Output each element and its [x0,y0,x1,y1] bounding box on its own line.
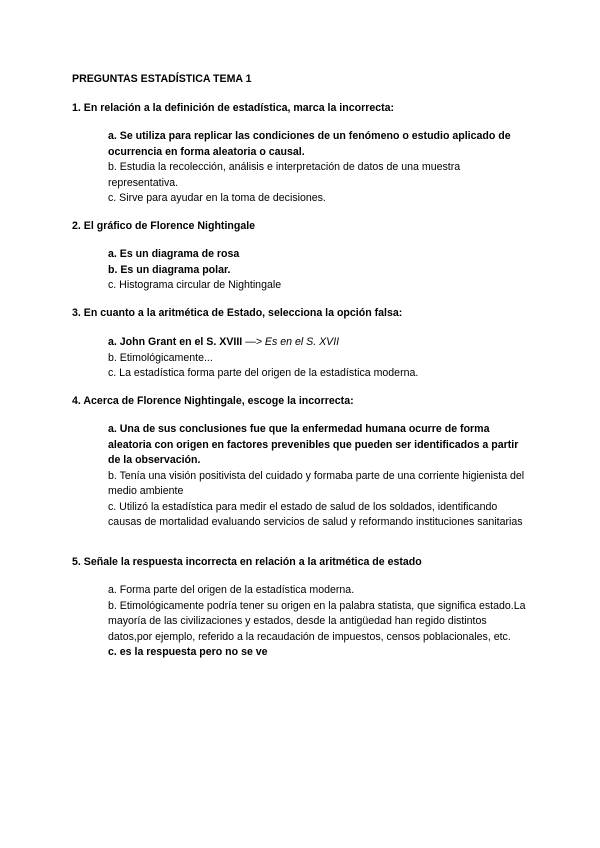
q3-option-a: a. John Grant en el S. XVIII [108,336,243,348]
question-1-options [108,129,528,207]
q5-option-b: b. Etimológicamente podría tener su origen en la palabra statista, que significa estado.La mayoría de las civilizaciones y estados, desde la antigüedad han regido distintos datos,por ejemplo, referido a la recaudación de impuestos, censos poblacionales, etc. [108,599,526,643]
q1-option-a: a. Se utiliza para replicar las condiciones de un fenómeno o estudio aplicado de ocurrencia en forma aleatoria o causal. [108,130,511,158]
question-1: 1. En relación a la definición de estadística, marca la incorrecta: [72,102,395,114]
question-2-options [108,247,528,294]
question-2: 2. El gráfico de Florence Nightingale [72,220,256,232]
q3-option-a-note: —> Es en el S. XVII [245,336,340,348]
question-3-options [108,335,528,382]
document-title: PREGUNTAS ESTADÍSTICA TEMA 1 [72,73,252,85]
q2-option-a: a. Es un diagrama de rosa [108,248,240,260]
q2-option-b: b. Es un diagrama polar. [108,263,231,276]
question-3: 3. En cuanto a la aritmética de Estado, selecciona la opción falsa: [72,307,403,319]
question-5-options [108,583,528,661]
q1-option-b: b. Estudia la recolección, análisis e interpretación de datos de una muestra representativa. [108,161,461,189]
q2-option-c: c. Histograma circular de Nightingale [108,279,282,291]
question-5: 5. Señale la respuesta incorrecta en relación a la aritmética de estado [72,556,422,568]
question-4: 4. Acerca de Florence Nightingale, escoge la incorrecta: [72,395,354,407]
q4-option-b: b. Tenía una visión positivista del cuidado y formaba parte de una corriente higienista del medio ambiente [108,469,525,497]
q3-option-b: b. Etimológicamente... [108,351,213,364]
question-4-options [108,422,528,531]
q5-option-c: c. es la respuesta pero no se ve [108,646,268,658]
q5-option-a: a. Forma parte del origen de la estadística moderna. [108,584,355,596]
q1-option-c: c. Sirve para ayudar en la toma de decisiones. [108,192,326,204]
q4-option-a: a. Una de sus conclusiones fue que la enfermedad humana ocurre de forma aleatoria con origen en factores prevenibles que pueden ser identificados a partir de la observación. [108,423,519,466]
q4-option-c: c. Utilizó la estadística para medir el estado de salud de los soldados, identificando causas de mortalidad evaluando servicios de salud y reformando instituciones sanitarias [108,500,523,528]
q3-option-c: c. La estadística forma parte del origen de la estadística moderna. [108,367,419,379]
